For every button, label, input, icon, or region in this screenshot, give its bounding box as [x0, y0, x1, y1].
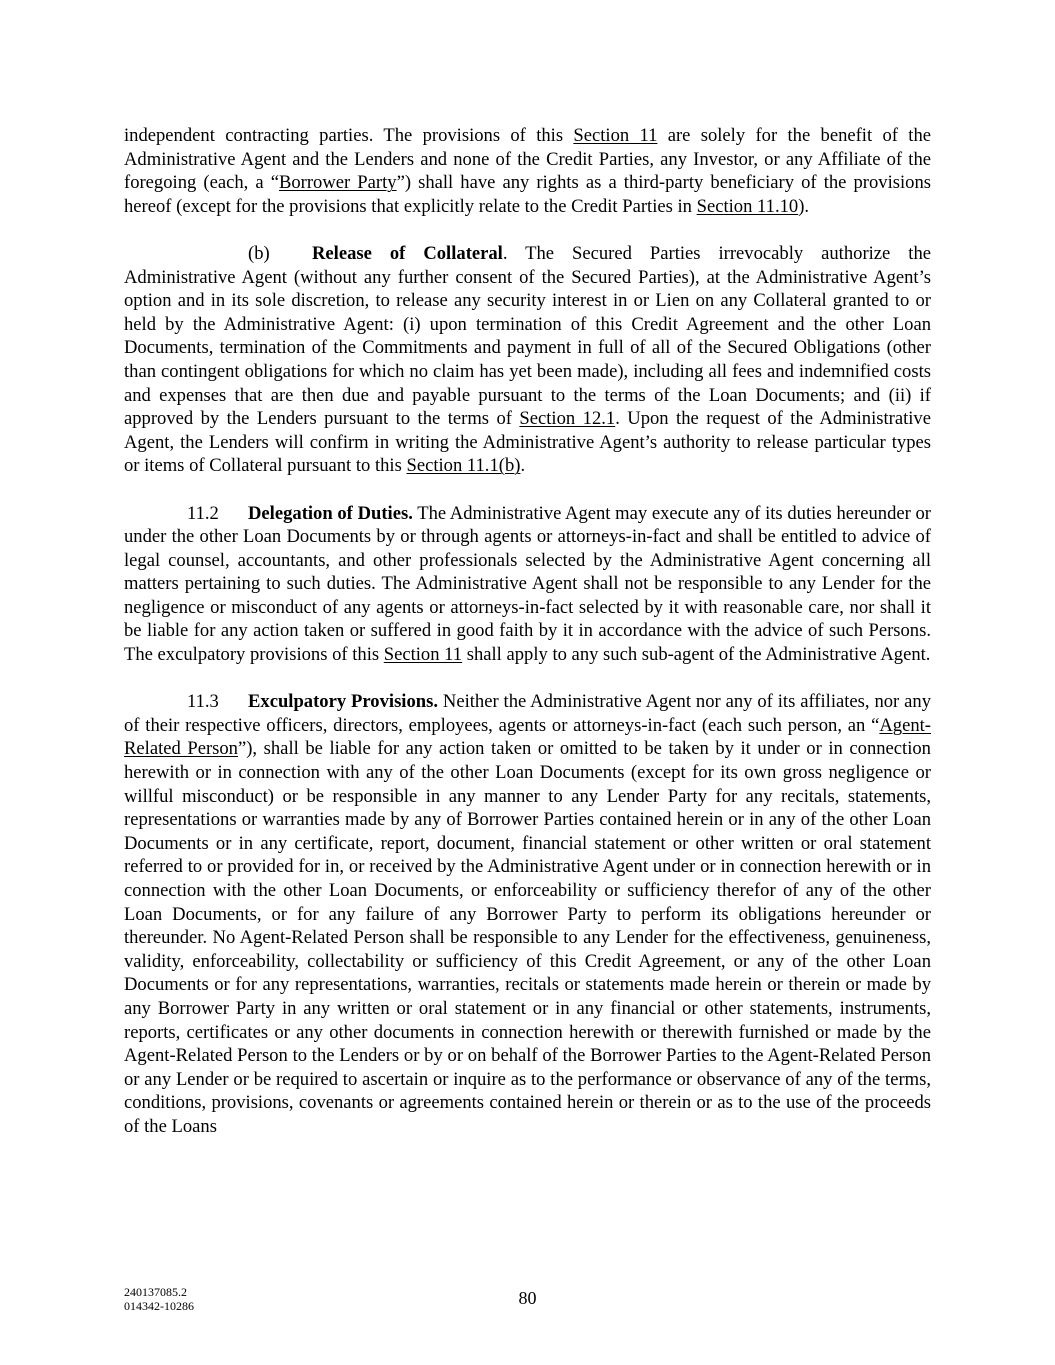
- section-number: 11.3: [187, 691, 219, 713]
- subsection-number: (b): [248, 242, 270, 264]
- section-reference: Section 11: [383, 644, 463, 666]
- matter-id-line: 014342-10286: [124, 1299, 194, 1313]
- paragraph-text: ).: [798, 195, 810, 217]
- paragraph-delegation-of-duties: [124, 502, 931, 667]
- page-number: 80: [518, 1288, 537, 1308]
- paragraph-text: independent contracting parties. The provisions of this: [124, 125, 574, 146]
- section-reference: Section 12.1: [519, 408, 616, 430]
- section-heading: Delegation of Duties.: [248, 502, 413, 524]
- paragraph-text: . Upon the request of the Administrative Agent, the Lenders will confirm in writing the Administrative Agent’s authority to release particular types or items of Collateral pursuant to this: [124, 408, 931, 477]
- paragraph-exculpatory-provisions: [124, 690, 931, 1138]
- section-reference: Section 11.1(b): [406, 455, 521, 477]
- document-id-line: 240137085.2: [124, 1285, 187, 1299]
- paragraph-text: The Administrative Agent may execute any of its duties hereunder or under the other Loan Documents by or through agents or attorneys-in-fact and shall be entitled to advice of legal counsel, accountants, and other professionals selected by the Administrative Agent concerning all matters pertaining to such duties. The Administrative Agent shall not be responsible to any Lender for the negligence or misconduct of any agents or attorneys-in-fact selected by it with reasonable care, nor shall it be liable for any action taken or suffered in good faith by it in accordance with the advice of such Persons. The exculpatory provisions of this: [124, 502, 931, 666]
- paragraph-text: . The Secured Parties irrevocably authorize the Administrative Agent (without any further consent of the Secured Parties), at the Administrative Agent’s option and in its sole discretion, to release any security interest in or Lien on any Collateral granted to or held by the Administrative Agent: (i) upon termination of this Credit Agreement and the other Loan Documents, termination of the Commitments and payment in full of all of the Secured Obligations (other than contingent obligations for which no claim has yet been made), including all fees and indemnified costs and expenses that are then due and payable pursuant to the terms of the Loan Documents; and (ii) if approved by the Lenders pursuant to the terms of: [124, 242, 932, 430]
- defined-term: Borrower Party: [278, 172, 397, 194]
- document-body: [124, 124, 931, 1139]
- subsection-heading: Release of Collateral: [312, 242, 503, 264]
- paragraph-text: are solely for the benefit of the Administrative Agent and the Lenders and none of the Credit Parties, any Investor, or any Affiliate of the foregoing (each, a “: [124, 125, 931, 194]
- defined-term: Agent-Related Person: [124, 714, 931, 760]
- paragraph-text: shall apply to any such sub-agent of the Administrative Agent.: [462, 644, 931, 666]
- section-reference: Section 11: [573, 125, 658, 146]
- paragraph-third-party-beneficiary: [124, 124, 931, 218]
- paragraph-text: ”) shall have any rights as a third-party beneficiary of the provisions hereof (except for the provisions that explicitly relate to the Credit Parties in: [124, 172, 931, 217]
- paragraph-text: ”), shall be liable for any action taken or omitted to be taken by it under or in connection herewith or in connection with any of the other Loan Documents (except for its own gross negligence or willful misconduct) or be responsible in any manner to any Lender Party for any recitals, statements, representations or warranties made by any of Borrower Parties contained herein or in any of the other Loan Documents or in any certificate, report, document, financial statement or other written or oral statement referred to or provided for in, or received by the Administrative Agent under or in connection herewith or in connection with the other Loan Documents, or enforceability or sufficiency therefor of any of the other Loan Documents, or for any failure of any Borrower Party to perform its obligations hereunder or thereunder. No Agent-Related Person shall be responsible to any Lender for the effectiveness, genuineness, validity, enforceability, collectability or sufficiency of this Credit Agreement, or any of the other Loan Documents or for any representations, warranties, recitals or statements made herein or therein or made by any Borrower Party in any written or oral statement or in any financial or other statements, instruments, reports, certificates or any other documents in connection herewith or therewith furnished or made by the Agent-Related Person to the Lenders or by or on behalf of the Borrower Parties to the Agent-Related Person or any Lender or be required to ascertain or inquire as to the performance or observance of any of the terms, conditions, provisions, covenants or agreements contained herein or therein or as to the use of the proceeds of the Loans: [124, 738, 931, 1137]
- paragraph-release-of-collateral: [124, 242, 931, 478]
- paragraph-text: Neither the Administrative Agent nor any of its affiliates, nor any of their respective officers, directors, employees, agents or attorneys-in-fact (each such person, an “: [124, 691, 931, 736]
- section-reference: Section 11.10: [696, 195, 799, 217]
- section-heading: Exculpatory Provisions.: [248, 691, 438, 713]
- section-number: 11.2: [187, 502, 219, 524]
- paragraph-text: .: [520, 455, 526, 477]
